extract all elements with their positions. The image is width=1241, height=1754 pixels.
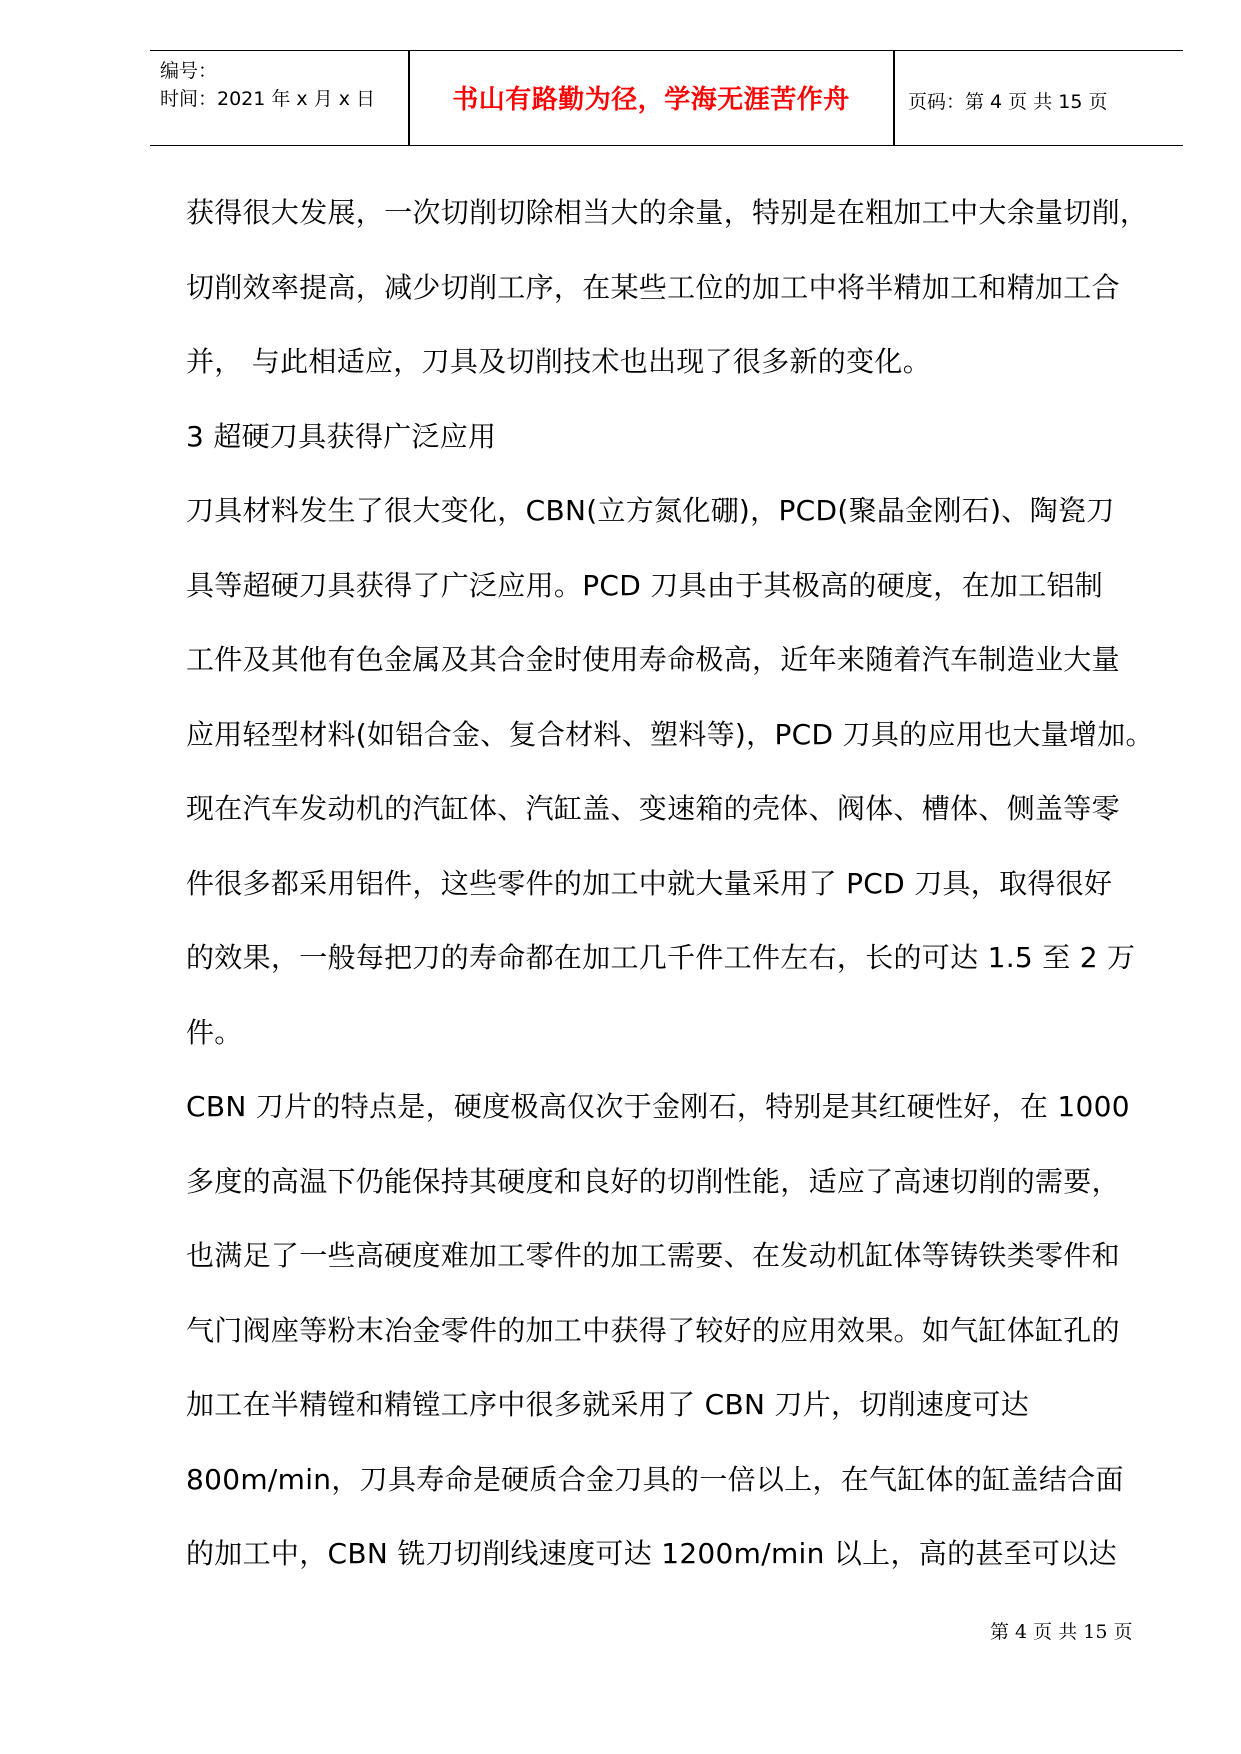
text-line: 具等超硬刀具获得了广泛应用。PCD 刀具由于其极高的硬度，在加工铝制 (186, 568, 1104, 602)
text-line: CBN 刀片的特点是，硬度极高仅次于金刚石，特别是其红硬性好，在 1000 (186, 1090, 1130, 1123)
text-line: 也满足了一些高硬度难加工零件的加工需要、在发动机缸体等铸铁类零件和 (186, 1239, 1120, 1272)
text-line: 件。 (186, 1015, 243, 1049)
text-line: 加工在半精镗和精镗工序中很多就采用了 CBN 刀片，切削速度可达 (186, 1388, 1030, 1421)
text-line: 件很多都采用铝件，这些零件的加工中就大量采用了 PCD 刀具，取得很好 (186, 866, 1113, 900)
text-line: 多度的高温下仍能保持其硬度和良好的切削性能，适应了高速切削的需要， (186, 1164, 1120, 1198)
text-line: 现在汽车发动机的汽缸体、汽缸盖、变速箱的壳体、阀体、槽体、侧盖等零 (186, 792, 1120, 825)
header-divider (893, 51, 895, 145)
body-text (186, 176, 1154, 1592)
text-line: 获得很大发展，一次切削切除相当大的余量，特别是在粗加工中大余量切削， (186, 196, 1149, 229)
text-line: 的加工中，CBN 铣刀切削线速度可达 1200m/min 以上，高的甚至可以达 (186, 1537, 1117, 1570)
document-time-label: 时间：2021 年 x 月 x 日 (160, 88, 376, 110)
text-line: 的效果，一般每把刀的寿命都在加工几千件工件左右，长的可达 1.5 至 2 万 (186, 941, 1136, 974)
document-number-label: 编号： (160, 60, 218, 82)
header-meta (160, 57, 375, 113)
text-line: 800m/min，刀具寿命是硬质合金刀具的一倍以上，在气缸体的缸盖结合面 (186, 1462, 1124, 1496)
header-motto: 书山有路勤为径，学海无涯苦作舟 (452, 85, 850, 115)
header-page-info: 页码：第 4 页 共 15 页 (908, 91, 1108, 113)
text-line: 刀具材料发生了很大变化，CBN(立方氮化硼)，PCD(聚晶金刚石)、陶瓷刀 (186, 494, 1115, 527)
text-line: 切削效率提高，减少切削工序，在某些工位的加工中将半精加工和精加工合 (186, 270, 1120, 304)
text-line: 气门阀座等粉末冶金零件的加工中获得了较好的应用效果。如气缸体缸孔的 (186, 1313, 1120, 1347)
page-header (150, 50, 1183, 146)
text-line: 并， 与此相适应，刀具及切削技术也出现了很多新的变化。 (186, 345, 932, 378)
page-footer: 第 4 页 共 15 页 (990, 1621, 1133, 1643)
text-line: 应用轻型材料(如铝合金、复合材料、塑料等)，PCD 刀具的应用也大量增加。 (186, 717, 1154, 751)
section-heading: 3 超硬刀具获得广泛应用 (186, 419, 497, 453)
text-line: 工件及其他有色金属及其合金时使用寿命极高，近年来随着汽车制造业大量 (186, 643, 1120, 676)
